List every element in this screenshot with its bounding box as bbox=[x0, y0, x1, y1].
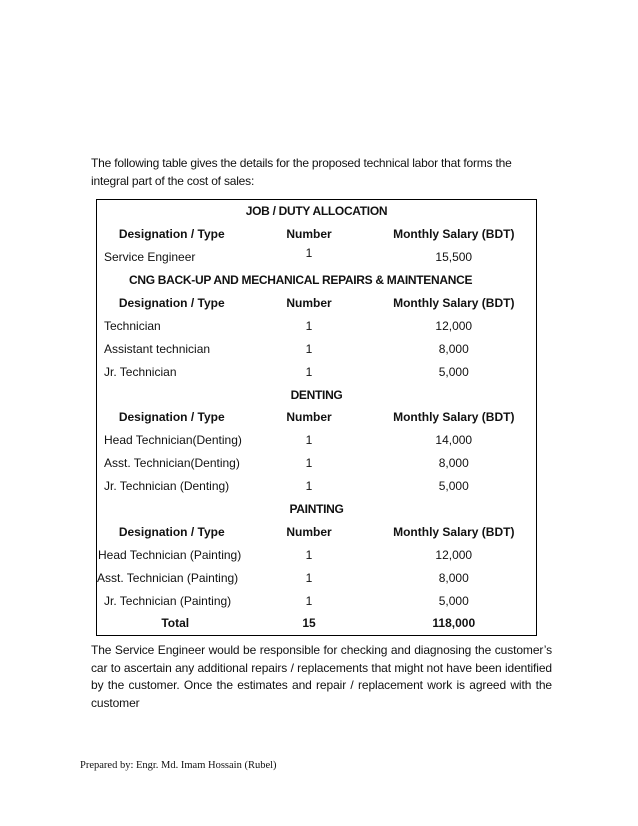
number-cell: 1 bbox=[305, 570, 313, 585]
table-row bbox=[97, 566, 537, 589]
total-label: Total bbox=[161, 616, 190, 631]
designation-header: Designation / Type bbox=[118, 296, 225, 310]
table-row bbox=[97, 589, 537, 612]
table-row bbox=[97, 452, 537, 475]
total-salary: 118,000 bbox=[432, 616, 476, 631]
number-header: Number bbox=[286, 296, 332, 310]
salary-cell: 8,000 bbox=[438, 456, 469, 471]
number-cell: 1 bbox=[305, 245, 313, 260]
salary-header: Monthly Salary (BDT) bbox=[393, 524, 515, 539]
salary-header: Monthly Salary (BDT) bbox=[393, 296, 515, 310]
table-row bbox=[97, 337, 537, 360]
designation-cell: Head Technician (Painting) bbox=[98, 547, 242, 562]
salary-cell: 5,000 bbox=[438, 593, 469, 608]
technical-labor-table bbox=[96, 199, 537, 636]
salary-cell: 5,000 bbox=[438, 364, 469, 379]
designation-cell: Asst. Technician (Painting) bbox=[97, 570, 239, 585]
number-cell: 1 bbox=[305, 318, 313, 333]
section-header-row bbox=[97, 200, 537, 223]
column-header-row bbox=[97, 520, 537, 543]
designation-header: Designation / Type bbox=[118, 524, 225, 539]
column-header-row bbox=[97, 223, 537, 246]
section-title: CNG BACK-UP AND MECHANICAL REPAIRS & MAINTENANCE bbox=[129, 273, 473, 288]
designation-cell: Service Engineer bbox=[104, 250, 196, 265]
intro-paragraph: The following table gives the details for the proposed technical labor that forms the integral part of the cost of sales: bbox=[91, 156, 512, 188]
table-row bbox=[97, 314, 537, 337]
table-row bbox=[97, 475, 537, 498]
number-header: Number bbox=[286, 410, 332, 425]
designation-header: Designation / Type bbox=[118, 410, 225, 425]
designation-cell: Head Technician(Denting) bbox=[104, 433, 242, 448]
designation-cell: Technician bbox=[104, 318, 161, 333]
salary-header: Monthly Salary (BDT) bbox=[393, 410, 515, 425]
page-footer: Prepared by: Engr. Md. Imam Hossain (Rubel) bbox=[80, 760, 277, 771]
salary-cell: 14,000 bbox=[435, 433, 473, 448]
salary-cell: 8,000 bbox=[438, 341, 469, 356]
section-header-row bbox=[97, 498, 537, 521]
column-header-row bbox=[97, 406, 537, 429]
designation-cell: Jr. Technician bbox=[104, 364, 177, 379]
number-cell: 1 bbox=[305, 547, 313, 562]
section-title: DENTING bbox=[290, 387, 343, 402]
table-row bbox=[97, 543, 537, 566]
total-row bbox=[97, 612, 537, 635]
section-header-row bbox=[97, 269, 537, 292]
section-title: PAINTING bbox=[289, 502, 344, 517]
total-number: 15 bbox=[302, 616, 316, 631]
salary-cell: 12,000 bbox=[435, 547, 473, 562]
number-cell: 1 bbox=[305, 479, 313, 494]
table-row bbox=[97, 246, 537, 269]
section-header-row bbox=[97, 383, 537, 406]
section-title: JOB / DUTY ALLOCATION bbox=[245, 204, 388, 219]
table-row bbox=[97, 360, 537, 383]
salary-cell: 5,000 bbox=[438, 479, 469, 494]
column-header-row bbox=[97, 292, 537, 315]
salary-header: Monthly Salary (BDT) bbox=[393, 227, 515, 242]
number-header: Number bbox=[286, 227, 332, 242]
designation-cell: Asst. Technician(Denting) bbox=[104, 456, 240, 471]
salary-cell: 15,500 bbox=[435, 250, 473, 265]
designation-header: Designation / Type bbox=[118, 227, 225, 242]
number-cell: 1 bbox=[305, 364, 313, 379]
number-cell: 1 bbox=[305, 593, 313, 608]
table-row bbox=[97, 429, 537, 452]
designation-cell: Jr. Technician (Painting) bbox=[104, 593, 232, 608]
number-header: Number bbox=[286, 524, 332, 539]
number-cell: 1 bbox=[305, 456, 313, 471]
designation-cell: Jr. Technician (Denting) bbox=[104, 479, 230, 494]
designation-cell: Assistant technician bbox=[104, 341, 211, 356]
salary-cell: 12,000 bbox=[435, 318, 473, 333]
number-cell: 1 bbox=[305, 433, 313, 448]
closing-paragraph: The Service Engineer would be responsible for checking and diagnosing the customer’s car to ascertain any additional repairs / replacements that might not have been identified by the customer. Once the estimates and repair / replacement work is agreed with the customer bbox=[91, 643, 552, 710]
number-cell: 1 bbox=[305, 341, 313, 356]
salary-cell: 8,000 bbox=[438, 570, 469, 585]
